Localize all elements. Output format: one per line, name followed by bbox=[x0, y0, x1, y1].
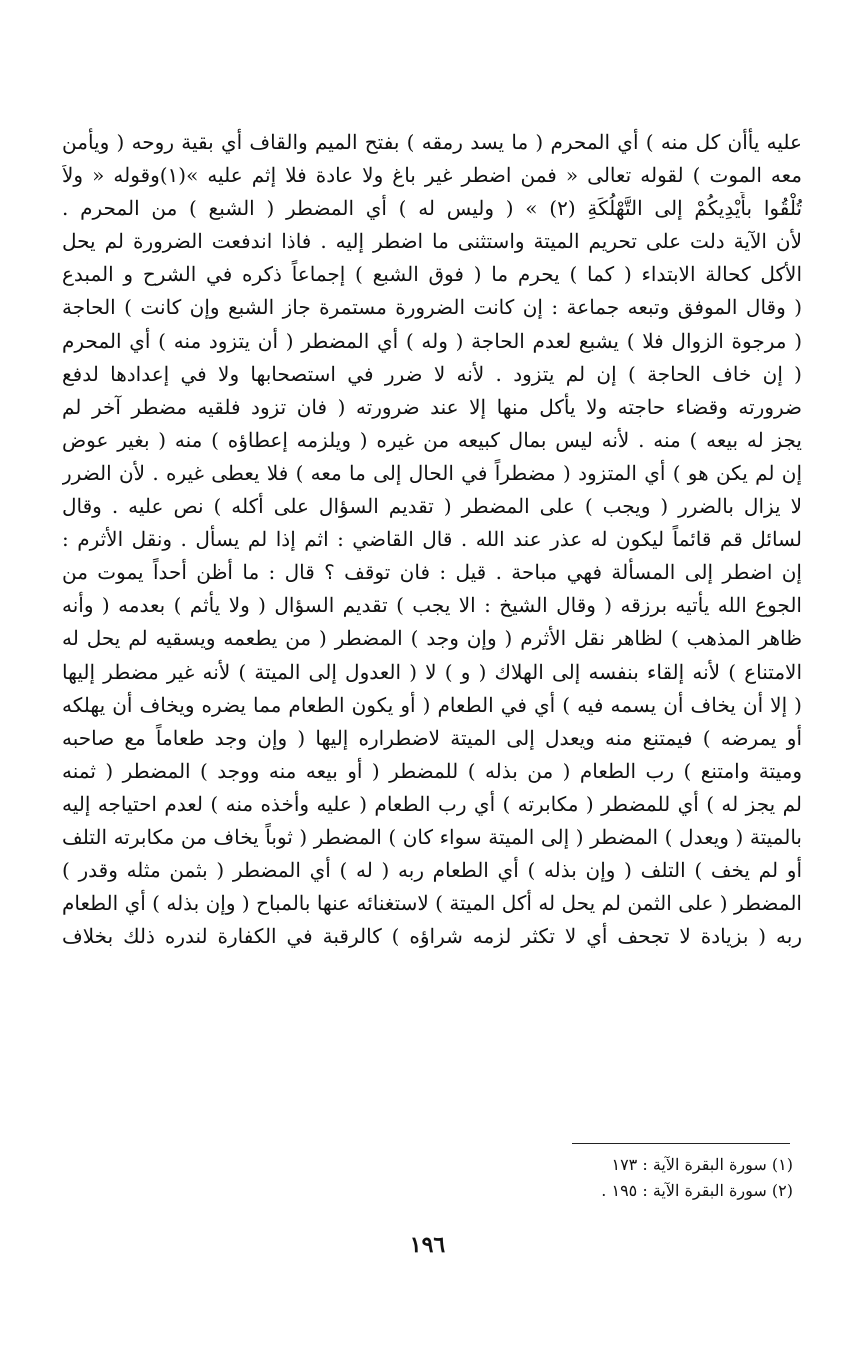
text-line: بالميتة ( ويعدل ) المضطر ( إلى الميتة سواء كان ) المضطر ( ثوباً يخاف من مكابرته التلف bbox=[62, 824, 802, 849]
page-number: ١٩٦ bbox=[409, 1232, 446, 1258]
text-line: الجوع الله يأتيه برزقه ( وقال الشيخ : الا يجب ) تقديم السؤال ( ولا يأثم ) بعدمه ( وأنه bbox=[62, 593, 802, 618]
text-line: عليه يأأن كل منه ) أي المحرم ( ما يسد رمقه ) بفتح الميم والقاف أي بقية روحه ( ويأمن bbox=[62, 130, 802, 154]
text-line: لسائل قم قائماً ليكون له عذر عند الله . قال القاضي : اثم إذا لم يسأل . ونقل الأثرم : bbox=[62, 527, 802, 552]
text-line: ( إن خاف الحاجة ) إن لم يتزود . لأنه لا ضرر في استصحابها ولا في إعدادها لدفع bbox=[62, 361, 802, 386]
text-line: ( وقال الموفق وتبعه جماعة : إن كانت الضرورة مستمرة جاز الشبع وإن كانت ) الحاجة bbox=[62, 295, 802, 320]
footnotes bbox=[433, 1152, 793, 1204]
text-line: إن اضطر إلى المسألة فهي مباحة . قيل : فان توقف ؟ قال : ما أظن أحداً يموت من bbox=[62, 560, 802, 585]
footnote: (١) سورة البقرة الآية : ١٧٣ bbox=[611, 1155, 793, 1174]
text-line: تُلْقُوا بأَيْدِيكُمْ إلى التَّهْلُكَةِ (٢) » ( وليس له ) أي المضطر ( الشبع ) من المحرم . bbox=[62, 196, 802, 221]
text-line: يجز له بيعه ) منه . لأنه ليس بمال كبيعه من غيره ( ويلزمه إعطاؤه ) منه ( بغير عوض bbox=[62, 427, 802, 452]
text-line: إن لم يكن هو ) أي المتزود ( مضطراً في الحال إلى ما معه ) فلا يعطى غيره . لأن الضرر bbox=[62, 460, 802, 485]
text-line: لأن الآية دلت على تحريم الميتة واستثنى ما اضطر إليه . فاذا اندفعت الضرورة لم يحل bbox=[62, 229, 802, 254]
body-text bbox=[62, 126, 802, 953]
text-line: ( إلا أن يخاف أن يسمه فيه ) أي في الطعام ( أو يكون الطعام مما يضره ويخاف أن يهلكه bbox=[62, 692, 802, 717]
text-line: الأكل كحالة الابتداء ( كما ) يحرم ما ( فوق الشبع ) إجماعاً ذكره في الشرح و المبدع bbox=[62, 262, 802, 287]
footnote: (٢) سورة البقرة الآية : ١٩٥ . bbox=[601, 1181, 793, 1200]
footnote-divider bbox=[572, 1143, 790, 1144]
text-line: ظاهر المذهب ) لظاهر نقل الأثرم ( وإن وجد ) المضطر ( من يطعمه ويسقيه لم يحل له bbox=[62, 626, 802, 651]
text-line: الامتناع ) لأنه إلقاء بنفسه إلى الهلاك ( و ) لا ( العدول إلى الميتة ) لأنه غير مضطر إليها bbox=[62, 659, 802, 684]
text-line: ربه ( بزيادة لا تجحف أي لا تكثر لزمه شراؤه ) كالرقبة في الكفارة لندره ذلك بخلاف bbox=[62, 924, 802, 949]
text-line: أو يمرضه ) فيمتنع منه ويعدل إلى الميتة لاضطراره إليها ( وإن وجد طعاماً مع صاحبه bbox=[62, 725, 802, 750]
text-line: معه الموت ) لقوله تعالى « فمن اضطر غير باغ ولا عادة فلا إثم عليه »(١)وقوله « ولاَ bbox=[62, 163, 802, 188]
text-line: أو لم يخف ) التلف ( وإن بذله ) أي الطعام ربه ( له ) أي المضطر ( بثمن مثله وقدر ) bbox=[62, 858, 802, 883]
text-line: ( مرجوة الزوال فلا ) يشبع لعدم الحاجة ( وله ) أي المضطر ( أن يتزود منه ) أي المحرم bbox=[62, 328, 802, 353]
text-line: المضطر ( على الثمن لم يحل له أكل الميتة ) لاستغنائه عنها بالمباح ( وإن بذله ) أي الطعام bbox=[62, 891, 802, 916]
text-line: لا يزال بالضرر ( ويجب ) على المضطر ( تقديم السؤال على أكله ) نص عليه . وقال bbox=[62, 494, 802, 519]
text-line: لم يجز له ) أي للمضطر ( مكابرته ) أي رب الطعام ( عليه وأخذه منه ) لعدم احتياجه إليه bbox=[62, 791, 802, 816]
text-line: ضرورته وقضاء حاجته ولا يأكل منها إلا عند ضرورته ( فان تزود فلقيه مضطر آخر لم bbox=[62, 394, 802, 419]
text-line: وميتة وامتنع ) رب الطعام ( من بذله ) للمضطر ( أو بيعه منه ووجد ) المضطر ( ثمنه bbox=[62, 758, 802, 783]
